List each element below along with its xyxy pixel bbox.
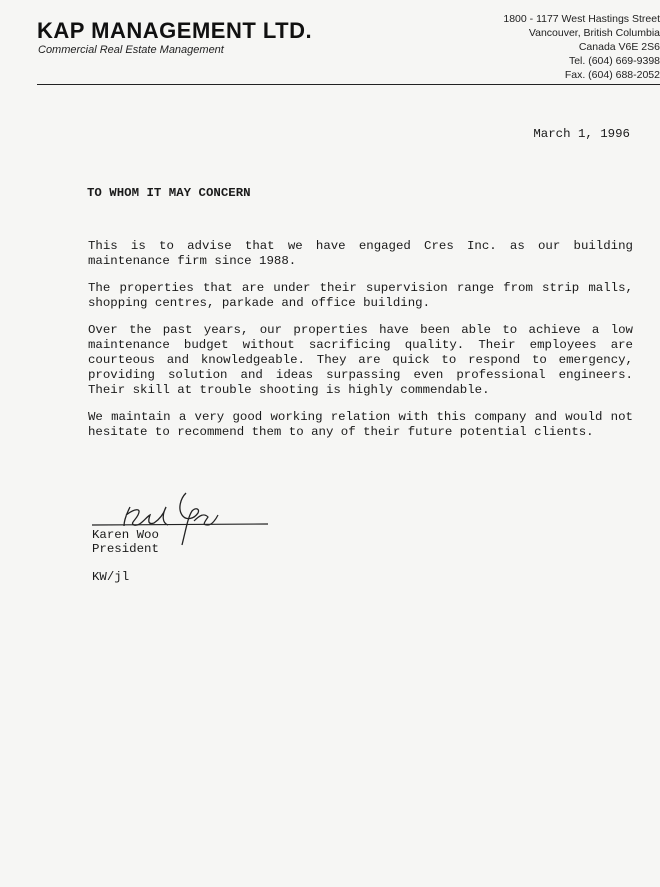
body-paragraph: We maintain a very good working relation with this company and would not hesitate to recommend them to any of their future potential clients. [88, 410, 633, 439]
letterhead-divider [37, 84, 660, 85]
body-paragraph: Over the past years, our properties have been able to achieve a low maintenance budget without sacrificing quality. Their employees are courteous and knowledgeable. They are quick to respond to emergency, providing solution and ideas surpassing even professional engineers. Their skill at trouble shooting is highly commendable. [88, 323, 633, 397]
company-name: KAP MANAGEMENT LTD. [37, 18, 313, 43]
letter-date: March 1, 1996 [533, 127, 630, 141]
fax-line: Fax. (604) 688-2052 [564, 69, 660, 81]
company-tagline: Commercial Real Estate Management [38, 44, 224, 56]
body-paragraph: This is to advise that we have engaged Cres Inc. as our building maintenance firm since 1988. [88, 239, 633, 268]
body-paragraph: The properties that are under their supervision range from strip malls, shopping centres, parkade and office building. [88, 281, 633, 310]
typist-initials: KW/jl [92, 570, 130, 584]
signer-title: President [92, 542, 159, 556]
letter-salutation: TO WHOM IT MAY CONCERN [87, 186, 251, 200]
letter-body [88, 239, 633, 452]
company-address [440, 12, 660, 82]
address-line: 1800 - 1177 West Hastings Street [503, 13, 660, 25]
phone-line: Tel. (604) 669-9398 [568, 55, 660, 67]
address-line: Vancouver, British Columbia [528, 27, 660, 39]
address-line: Canada V6E 2S6 [578, 41, 660, 53]
signer-name: Karen Woo [92, 528, 159, 542]
